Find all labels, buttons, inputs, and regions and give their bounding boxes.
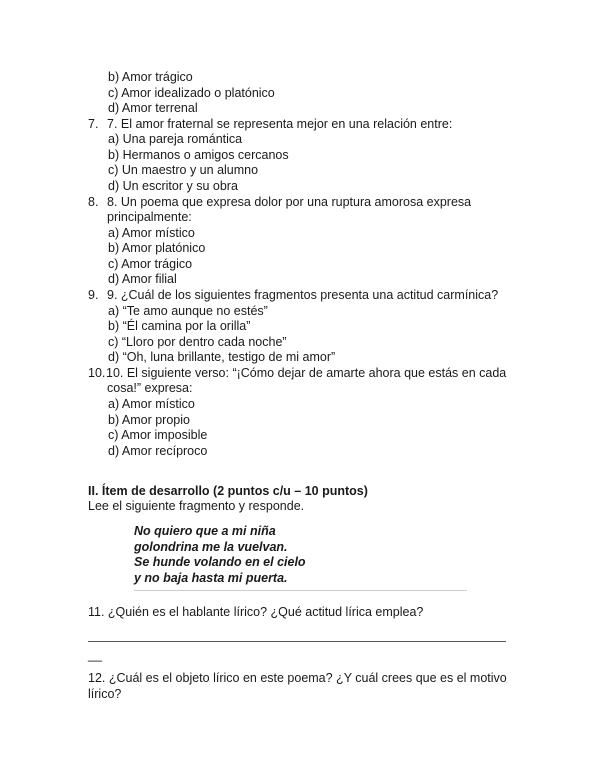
q7-option-d: d) Un escritor y su obra (108, 179, 238, 193)
q10-number: 10. (88, 366, 106, 380)
poem-line-1: No quiero que a mi niña (134, 524, 276, 538)
q10-option-c: c) Amor imposible (108, 428, 208, 442)
poem-line-2: golondrina me la vuelvan. (134, 540, 288, 554)
q8-option-a: a) Amor místico (108, 226, 195, 240)
q7-number: 7. (88, 117, 99, 131)
q11-answer-line[interactable] (88, 641, 506, 642)
q9-option-b: b) “Él camina por la orilla” (108, 319, 251, 333)
q7-question: 7. El amor fraternal se representa mejor en una relación entre: (107, 117, 453, 131)
q8-question: 8. Un poema que expresa dolor por una ruptura amorosa expresa (107, 195, 472, 209)
q6-option-b: b) Amor trágico (108, 70, 193, 84)
q8-number: 8. (88, 195, 99, 209)
q11-question: 11. ¿Quién es el hablante lírico? ¿Qué actitud lírica emplea? (88, 605, 424, 619)
section-instruction: Lee el siguiente fragmento y responde. (88, 499, 305, 513)
section-heading: II. Ítem de desarrollo (2 puntos c/u – 10 puntos) (88, 484, 368, 498)
q7-option-c: c) Un maestro y un alumno (108, 163, 259, 177)
poem-line-3: Se hunde volando en el cielo (134, 555, 306, 569)
q8-option-c: c) Amor trágico (108, 257, 193, 271)
poem-divider (134, 590, 467, 591)
q6-option-d: d) Amor terrenal (108, 101, 198, 115)
q10-option-a: a) Amor místico (108, 397, 195, 411)
q6-option-c: c) Amor idealizado o platónico (108, 86, 275, 100)
q10-option-d: d) Amor recíproco (108, 444, 208, 458)
q10-question: 10. El siguiente verso: “¡Cómo dejar de amarte ahora que estás en cada (106, 366, 507, 380)
q9-option-d: d) “Oh, luna brillante, testigo de mi amor” (108, 350, 336, 364)
poem-line-4: y no baja hasta mi puerta. (134, 571, 288, 585)
q9-option-c: c) “Lloro por dentro cada noche” (108, 335, 287, 349)
q10-option-b: b) Amor propio (108, 413, 190, 427)
q8-option-d: d) Amor filial (108, 272, 177, 286)
q9-question: 9. ¿Cuál de los siguientes fragmentos presenta una actitud carmínica? (107, 288, 499, 302)
q7-option-b: b) Hermanos o amigos cercanos (108, 148, 289, 162)
q12-question-continued: lírico? (88, 687, 122, 701)
q10-question-continued: cosa!” expresa: (107, 381, 193, 395)
q11-answer-line-end: __ (88, 648, 102, 662)
q9-number: 9. (88, 288, 99, 302)
q7-option-a: a) Una pareja romántica (108, 132, 243, 146)
q8-option-b: b) Amor platónico (108, 241, 206, 255)
q8-question-continued: principalmente: (107, 210, 192, 224)
q9-option-a: a) “Te amo aunque no estés” (108, 304, 268, 318)
q12-question: 12. ¿Cuál es el objeto lírico en este poema? ¿Y cuál crees que es el motivo (88, 671, 507, 685)
